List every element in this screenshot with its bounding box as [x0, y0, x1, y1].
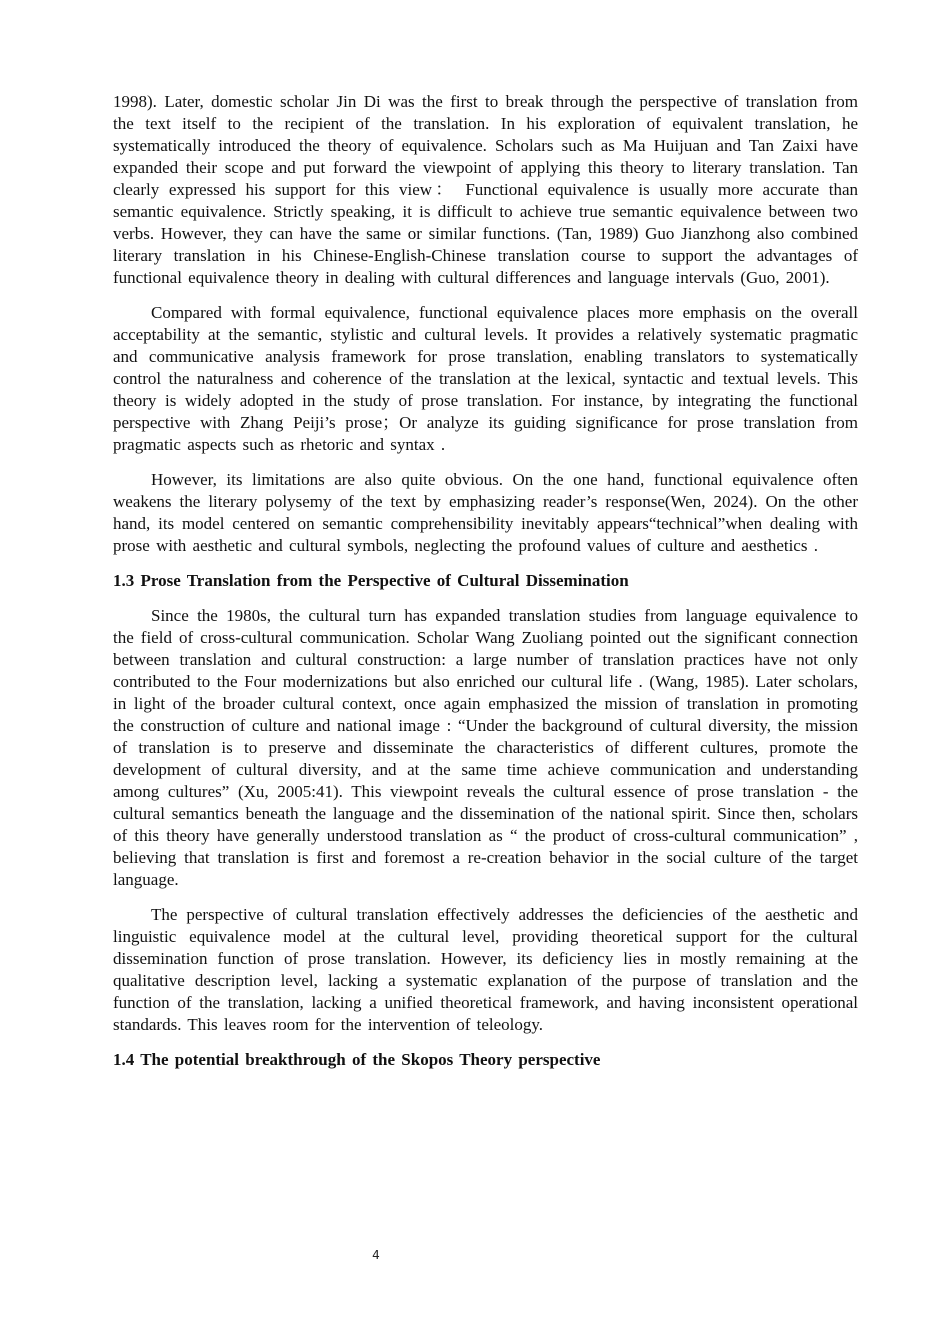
paragraph-functional-equivalence: Compared with formal equivalence, functional equivalence places more emphasis on the overall acceptability at the semantic, stylistic and cultural levels. It provides a relatively systematic pragmatic and communicative analysis framework for prose translation, enabling translators to systematically control the naturalness and coherence of the translation at the lexical, syntactic and textual levels. This theory is widely adopted in the study of prose translation. For instance, by integrating the functional perspective with Zhang Peiji’s prose；Or analyze its guiding significance for prose translation from pragmatic aspects such as rhetoric and syntax . — [113, 303, 858, 454]
page-number: 4 — [372, 1248, 380, 1262]
paragraph-cultural-translation: The perspective of cultural translation effectively addresses the deficiencies of the aesthetic and linguistic equivalence model at the cultural level, providing theoretical support for the cultural dissemination function of prose translation. However, its deficiency lies in mostly remaining at the qualitative description level, lacking a systematic explanation of the purpose of translation and the function of the translation, lacking a unified theoretical framework, and having inconsistent operational standards. This leaves room for the intervention of teleology. — [113, 905, 858, 1034]
paragraph-limitations: However, its limitations are also quite obvious. On the one hand, functional equivalence often weakens the literary polysemy of the text by emphasizing reader’s response(Wen, 2024). On the other hand, its model centered on semantic comprehensibility inevitably appears“technical”when dealing with prose with aesthetic and cultural symbols, neglecting the profound values of culture and aesthetics . — [113, 470, 858, 555]
paragraph-continuation: 1998). Later, domestic scholar Jin Di was the first to break through the perspective of translation from the text itself to the recipient of the translation. In his exploration of equivalent translation, he systematically introduced the theory of equivalence. Scholars such as Ma Huijuan and Tan Zaixi have expanded their scope and put forward the viewpoint of applying this theory to literary translation. Tan clearly expressed his support for this view： Functional equivalence is usually more accurate than semantic equivalence. Strictly speaking, it is difficult to achieve true semantic equivalence between two verbs. However, they can have the same or similar functions. (Tan, 1989) Guo Jianzhong also combined literary translation in his Chinese-English-Chinese translation course to support the advantages of functional equivalence theory in dealing with cultural differences and language intervals (Guo, 2001). — [113, 92, 858, 287]
section-heading-1-3: 1.3 Prose Translation from the Perspective of Cultural Dissemination — [113, 571, 629, 590]
page-body — [113, 91, 858, 1084]
section-heading-1-4: 1.4 The potential breakthrough of the Skopos Theory perspective — [113, 1050, 601, 1069]
paragraph-cultural-turn: Since the 1980s, the cultural turn has expanded translation studies from language equivalence to the field of cross-cultural communication. Scholar Wang Zuoliang pointed out the significant connection between translation and cultural construction: a large number of translation practices have not only contributed to the Four modernizations but also enriched our cultural life . (Wang, 1985). Later scholars, in light of the broader cultural context, once again emphasized the mission of translation in promoting the construction of culture and national image : “Under the background of cultural diversity, the mission of translation is to preserve and disseminate the characteristics of different cultures, promote the development of cultural diversity, and at the same time achieve communication and understanding among cultures” (Xu, 2005:41). This viewpoint reveals the cultural essence of prose translation - the cultural semantics beneath the language and the dissemination of the national spirit. Since then, scholars of this theory have generally understood translation as “ the product of cross-cultural communication” , believing that translation is first and foremost a re-creation behavior in the social culture of the target language. — [113, 606, 858, 889]
